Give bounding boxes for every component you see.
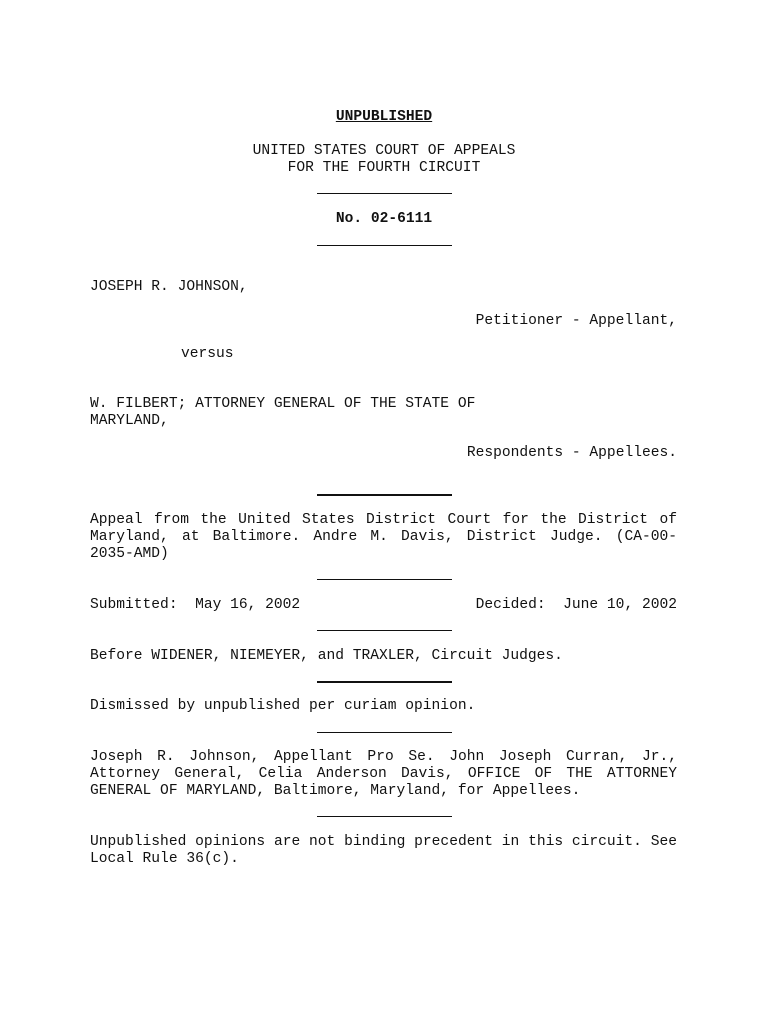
versus-label: versus	[181, 346, 234, 362]
court-name-line1: UNITED STATES COURT OF APPEALS	[252, 143, 516, 159]
unpublished-heading: UNPUBLISHED	[335, 109, 433, 125]
divider	[317, 816, 452, 817]
precedent-notice: Unpublished opinions are not binding precedent in this circuit. See Local Rule 36(c).	[90, 834, 677, 867]
divider	[317, 630, 452, 631]
respondents-line1: W. FILBERT; ATTORNEY GENERAL OF THE STATE OF	[90, 396, 476, 412]
appellant-name: JOSEPH R. JOHNSON,	[90, 279, 248, 295]
divider	[317, 494, 452, 496]
decided-date: Decided: June 10, 2002	[475, 597, 677, 613]
divider	[317, 193, 452, 194]
divider	[317, 732, 452, 733]
counsel-paragraph: Joseph R. Johnson, Appellant Pro Se. John Joseph Curran, Jr., Attorney General, Celia Anderson Davis, OFFICE OF THE ATTORNEY GENERAL OF MARYLAND, Baltimore, Maryland, for Appellees.	[90, 749, 677, 799]
divider	[317, 245, 452, 246]
submitted-date: Submitted: May 16, 2002	[90, 597, 301, 613]
divider	[317, 681, 452, 683]
case-number: No. 02-6111	[335, 211, 433, 227]
court-name-line2: FOR THE FOURTH CIRCUIT	[287, 160, 481, 176]
disposition: Dismissed by unpublished per curiam opinion.	[90, 698, 476, 714]
appellant-role: Petitioner - Appellant,	[475, 313, 677, 329]
respondents-line2: MARYLAND,	[90, 413, 169, 429]
panel-judges: Before WIDENER, NIEMEYER, and TRAXLER, Circuit Judges.	[90, 648, 563, 664]
divider	[317, 579, 452, 580]
respondents-role: Respondents - Appellees.	[466, 445, 677, 461]
appeal-paragraph: Appeal from the United States District Court for the District of Maryland, at Baltimore. Andre M. Davis, District Judge. (CA-00-2035-AMD)	[90, 512, 677, 562]
